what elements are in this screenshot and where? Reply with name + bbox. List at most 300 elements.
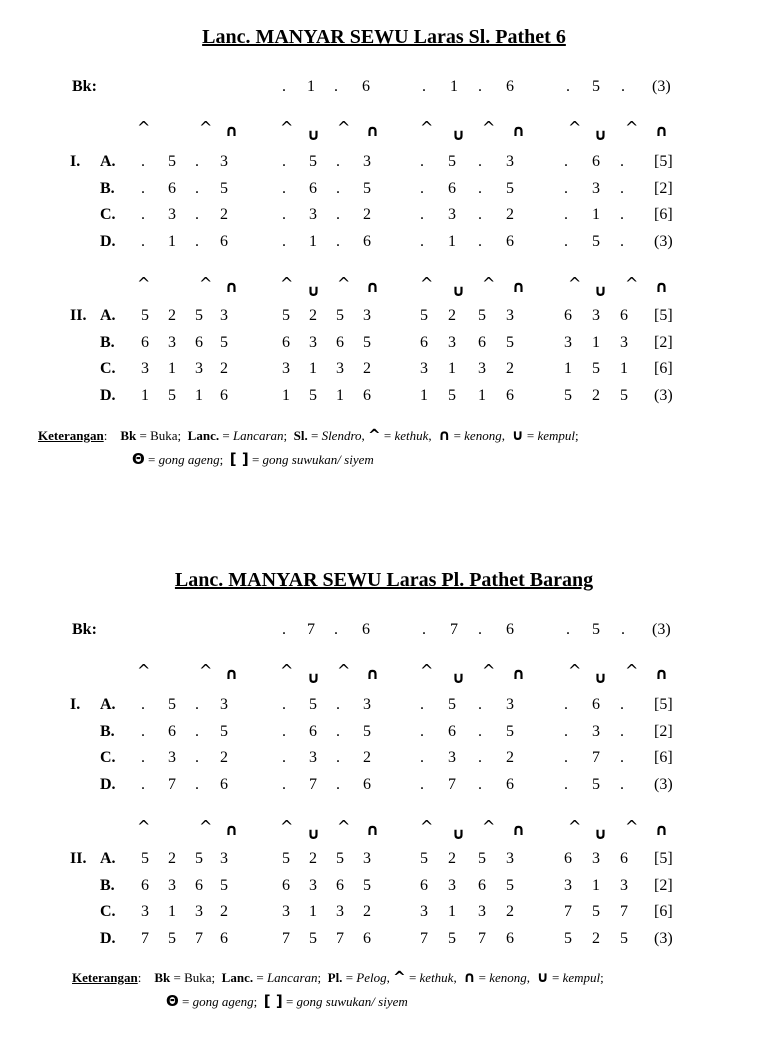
note: . [420,179,424,197]
note: . [420,722,424,740]
note: . [564,232,568,250]
ketuk-icon: ^ [482,817,496,836]
buka-note: 6 [506,621,514,638]
note: 5 [309,929,317,947]
row-label: D. [100,232,116,250]
section-label: II. [70,307,87,324]
ketuk-icon: ^ [337,274,351,293]
note: 3 [168,333,176,351]
buka-note: 7 [307,621,315,638]
note: 6 [282,333,290,351]
note: . [564,179,568,197]
note: 6 [620,850,628,867]
ketuk-icon: ^ [482,661,496,680]
row-label: A. [100,153,116,170]
legend-definition: kenong [489,970,527,985]
note: (3) [654,929,673,947]
legend-definition: kethuk [419,970,454,985]
note: . [336,153,340,170]
note: 6 [420,876,428,894]
note: . [336,232,340,250]
note: 5 [363,722,371,740]
note: 3 [506,307,514,324]
legend-definition: gong suwukan/ siyem [262,452,374,467]
note: 5 [195,850,203,867]
ketuk-icon: ^ [199,118,213,137]
note: . [564,153,568,170]
ketuk-icon: ^ [137,661,151,680]
note: . [141,722,145,740]
note: 3 [141,360,149,377]
kenong-icon: ∩ [366,664,379,683]
note: 3 [363,696,371,713]
note: . [564,749,568,766]
note: 3 [309,333,317,351]
note: 7 [141,929,149,947]
note: 6 [506,232,514,250]
legend-definition: kempul [562,970,601,985]
note: 5 [220,333,228,351]
note: . [620,722,624,740]
buka-note: 1 [307,78,315,95]
buka-note: . [566,78,570,95]
note: 6 [141,333,149,351]
kenong-icon: ∩ [512,664,525,683]
ketuk-icon: ^ [337,118,351,137]
ketuk-icon: ^ [420,817,434,836]
note: 2 [506,903,514,920]
buka-label: Bk: [72,621,97,638]
note: 3 [620,333,628,351]
note: 3 [309,876,317,894]
ketuk-icon: ^ [420,274,434,293]
ketuk-icon: ^ [280,661,294,680]
note: [6] [654,206,673,223]
suwukan-bracket-icon: [ ] [229,450,249,468]
row-label: A. [100,307,116,324]
legend-line-1: Keterangan: Bk = Buka; Lanc. = Lancaran; Sl. = Slendro, ^ = kethuk, ∩ = kenong, ∪ = kempul; [38,426,579,444]
note: 3 [336,903,344,920]
note: 7 [309,775,317,793]
note: 1 [336,386,344,404]
row-label: D. [100,386,116,404]
note: . [336,775,340,793]
kempul-icon: ∪ [594,125,607,144]
note: 3 [478,360,486,377]
note: . [141,206,145,223]
kenong-icon: ∩ [225,820,238,839]
note: [2] [654,179,673,197]
kenong-icon: ∩ [366,121,379,140]
kempul-icon: ∪ [594,824,607,843]
note: 6 [168,179,176,197]
note: . [195,775,199,793]
kempul-icon: ∪ [452,668,465,687]
kempul-icon: ∪ [307,125,320,144]
note: 6 [336,876,344,894]
note: 5 [309,153,317,170]
kempul-icon: ∪ [452,281,465,300]
row-label: B. [100,333,115,351]
row-label: D. [100,929,116,947]
note: 6 [282,876,290,894]
note: 7 [195,929,203,947]
note: 3 [195,903,203,920]
note: . [282,206,286,223]
note: 1 [309,232,317,250]
note: . [282,153,286,170]
buka-note: 6 [362,78,370,95]
note: 5 [309,386,317,404]
note: 6 [478,333,486,351]
note: 5 [592,360,600,377]
note: 6 [448,179,456,197]
note: (3) [654,232,673,250]
note: 1 [195,386,203,404]
note: 3 [220,153,228,170]
note: 5 [141,850,149,867]
note: 2 [168,307,176,324]
note: 3 [282,360,290,377]
note: . [620,775,624,793]
note: 2 [592,386,600,404]
ketuk-icon: ^ [625,661,639,680]
section-label: II. [70,850,87,867]
note: . [141,749,145,766]
row-label: B. [100,179,115,197]
note: 1 [141,386,149,404]
note: . [141,775,145,793]
legend-term: Lanc. [221,970,254,985]
note: 5 [195,307,203,324]
note: 1 [592,206,600,223]
note: 3 [282,903,290,920]
note: . [564,206,568,223]
note: 3 [564,876,572,894]
note: 6 [363,232,371,250]
kempul-icon: ∪ [536,968,549,986]
note: 2 [363,749,371,766]
ketuk-icon: ^ [199,274,213,293]
note: . [195,749,199,766]
note: . [195,722,199,740]
note: 3 [195,360,203,377]
note: 6 [478,876,486,894]
legend-definition: gong ageng [192,994,254,1009]
buka-label: Bk: [72,78,97,95]
note: . [620,153,624,170]
note: 7 [336,929,344,947]
kempul-icon: ∪ [594,668,607,687]
note: 3 [592,850,600,867]
ketuk-icon: ^ [568,661,582,680]
note: 3 [363,850,371,867]
section-label: I. [70,153,81,170]
buka-note: (3) [652,621,671,638]
note: 3 [309,206,317,223]
note: . [336,179,340,197]
notation-sheet [0,543,768,1043]
ketuk-icon: ^ [280,274,294,293]
note: 3 [592,179,600,197]
note: 1 [309,903,317,920]
note: 6 [592,153,600,170]
note: 5 [141,307,149,324]
note: . [564,775,568,793]
note: 3 [336,360,344,377]
note: 5 [363,179,371,197]
note: 5 [592,232,600,250]
note: 3 [168,749,176,766]
kenong-icon: ∩ [655,820,668,839]
note: . [620,749,624,766]
note: 2 [220,206,228,223]
note: 3 [478,903,486,920]
note: 6 [420,333,428,351]
legend-definition: Lancaran [232,428,284,443]
note: [5] [654,850,673,867]
kenong-icon: ∩ [225,664,238,683]
note: 5 [478,850,486,867]
note: 6 [448,722,456,740]
note: 1 [282,386,290,404]
legend-term: Pl. [327,970,343,985]
note: 2 [592,929,600,947]
note: 5 [620,386,628,404]
note: . [420,749,424,766]
ketuk-icon: ^ [137,274,151,293]
note: [6] [654,749,673,766]
note: 5 [363,333,371,351]
kempul-icon: ∪ [594,281,607,300]
note: 6 [564,307,572,324]
note: . [478,179,482,197]
note: 3 [448,333,456,351]
gong-icon: Θ [166,992,179,1010]
note: 1 [592,876,600,894]
note: . [282,179,286,197]
note: . [336,206,340,223]
ketuk-icon: ^ [137,817,151,836]
kenong-icon: ∩ [225,121,238,140]
note: . [195,179,199,197]
kenong-icon: ∩ [225,277,238,296]
kenong-icon: ∩ [438,426,451,444]
kempul-icon: ∪ [307,824,320,843]
ketuk-icon: ^ [337,661,351,680]
note: 5 [564,929,572,947]
note: . [141,696,145,713]
note: 2 [448,850,456,867]
note: 6 [506,386,514,404]
note: 7 [592,749,600,766]
note: 5 [448,696,456,713]
note: . [141,232,145,250]
note: 6 [168,722,176,740]
note: 5 [363,876,371,894]
note: 3 [363,153,371,170]
note: [2] [654,876,673,894]
legend-heading: Keterangan [38,428,104,443]
row-label: C. [100,360,116,377]
note: 6 [309,179,317,197]
note: 5 [506,333,514,351]
note: . [141,179,145,197]
kenong-icon: ∩ [655,121,668,140]
note: . [420,775,424,793]
buka-note: 6 [506,78,514,95]
note: 3 [592,307,600,324]
legend-line-2: Θ = gong ageng; [ ] = gong suwukan/ siyem [166,992,408,1010]
note: 5 [478,307,486,324]
note: . [282,696,286,713]
note: 5 [420,307,428,324]
note: . [195,153,199,170]
note: 3 [448,206,456,223]
note: [5] [654,696,673,713]
note: 2 [448,307,456,324]
kempul-icon: ∪ [452,125,465,144]
note: . [478,153,482,170]
row-label: B. [100,876,115,894]
note: 6 [220,775,228,793]
legend-definition: gong suwukan/ siyem [296,994,408,1009]
sheet-title: Lanc. MANYAR SEWU Laras Pl. Pathet Barang [174,569,594,591]
note: . [620,179,624,197]
note: 5 [592,903,600,920]
kempul-icon: ∪ [511,426,524,444]
note: 3 [420,360,428,377]
note: 6 [141,876,149,894]
ketuk-icon: ^ [568,817,582,836]
kenong-icon: ∩ [512,820,525,839]
note: 5 [282,307,290,324]
note: 3 [592,722,600,740]
note: 1 [448,903,456,920]
note: 2 [168,850,176,867]
kenong-icon: ∩ [366,820,379,839]
note: [2] [654,333,673,351]
legend-heading: Keterangan [72,970,138,985]
buka-note: 6 [362,621,370,638]
kenong-icon: ∩ [655,277,668,296]
buka-note: . [422,621,426,638]
ketuk-icon: ^ [625,274,639,293]
note: 6 [195,876,203,894]
note: . [336,722,340,740]
note: 3 [168,206,176,223]
note: 7 [620,903,628,920]
note: . [282,775,286,793]
note: . [420,206,424,223]
note: 6 [592,696,600,713]
note: 1 [620,360,628,377]
note: . [195,696,199,713]
row-label: A. [100,850,116,867]
buka-note: . [478,78,482,95]
note: 3 [448,876,456,894]
ketuk-icon: ^ [482,274,496,293]
note: 5 [506,876,514,894]
legend-term: Bk [154,970,171,985]
buka-note: . [334,78,338,95]
legend-definition: kenong [464,428,502,443]
note: 6 [195,333,203,351]
note: 5 [220,876,228,894]
note: 6 [363,386,371,404]
kempul-icon: ∪ [452,824,465,843]
note: 6 [620,307,628,324]
ketuk-icon: ^ [137,118,151,137]
note: 7 [564,903,572,920]
notation-sheet [0,0,768,500]
note: . [336,749,340,766]
row-label: C. [100,206,116,223]
note: 6 [336,333,344,351]
note: 2 [506,360,514,377]
ketuk-icon: ^ [482,118,496,137]
ketuk-icon: ^ [625,118,639,137]
note: 5 [506,722,514,740]
legend-definition: gong ageng [158,452,220,467]
note: . [420,232,424,250]
note: . [282,722,286,740]
note: [5] [654,153,673,170]
note: 6 [220,232,228,250]
note: . [420,153,424,170]
note: 6 [220,929,228,947]
ketuk-icon: ^ [420,661,434,680]
note: . [420,696,424,713]
legend-line-1: Keterangan: Bk = Buka; Lanc. = Lancaran; Pl. = Pelog, ^ = kethuk, ∩ = kenong, ∪ = kempul; [72,968,604,986]
buka-note: 1 [450,78,458,95]
kenong-icon: ∩ [512,277,525,296]
note: 2 [309,307,317,324]
ketuk-icon: ^ [280,817,294,836]
note: 6 [309,722,317,740]
note: 5 [448,386,456,404]
buka-note: . [422,78,426,95]
note: 1 [564,360,572,377]
note: 2 [363,206,371,223]
kempul-icon: ∪ [307,668,320,687]
note: 5 [282,850,290,867]
legend-term: Bk [120,428,137,443]
legend-definition: Buka [150,428,178,443]
note: 2 [220,360,228,377]
note: . [195,232,199,250]
note: 2 [220,903,228,920]
note: 5 [448,929,456,947]
kenong-icon: ∩ [463,968,476,986]
note: 5 [168,153,176,170]
ketuk-icon: ^ [368,426,381,444]
note: . [336,696,340,713]
note: 5 [592,775,600,793]
row-label: C. [100,749,116,766]
legend-definition: kethuk [394,428,429,443]
note: . [478,232,482,250]
note: . [620,206,624,223]
note: 1 [168,360,176,377]
note: 2 [309,850,317,867]
legend-line-2: Θ = gong ageng; [ ] = gong suwukan/ siyem [132,450,374,468]
note: 7 [478,929,486,947]
buka-note: . [282,621,286,638]
ketuk-icon: ^ [625,817,639,836]
note: . [478,775,482,793]
note: 3 [564,333,572,351]
